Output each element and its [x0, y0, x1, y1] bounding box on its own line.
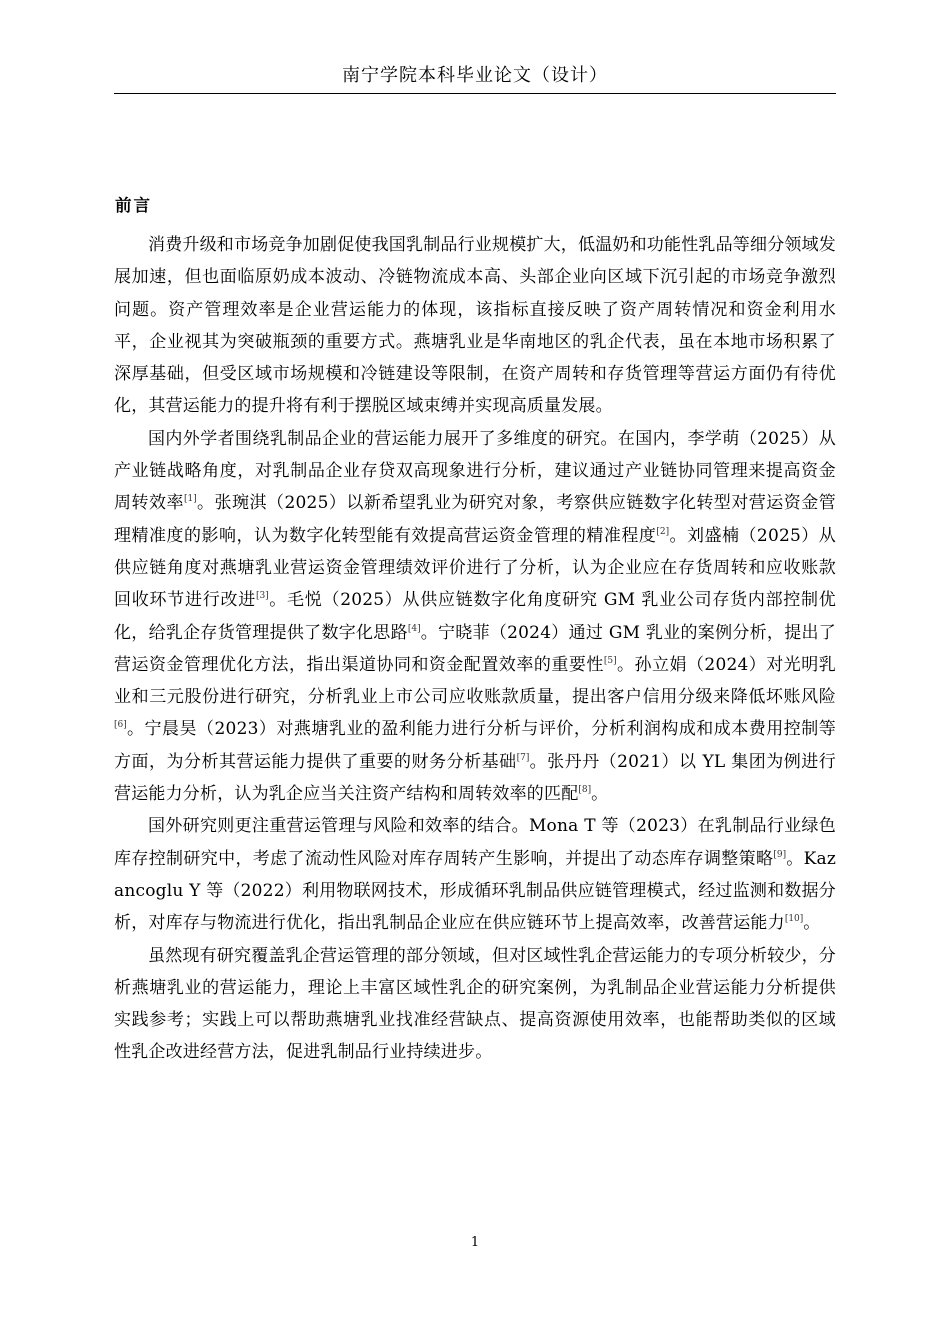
paragraph-text: 国内外学者围绕乳制品企业的营运能力展开了多维度的研究。在国内，李学萌（2025）从产业链战略角度，对乳制品企业存贷双高现象进行分析，建议通过产业链协同管理来提高资金周转效率 [114, 428, 836, 514]
section-title: 前言 [115, 196, 152, 215]
paragraph-text: 国外研究则更注重营运管理与风险和效率的结合。Mona T 等（2023）在乳制品行业绿色库存控制研究中，考虑了流动性风险对库存周转产生影响，并提出了动态库存调整策略 [114, 816, 836, 869]
citation-marker: [9] [773, 849, 787, 860]
paragraph-text: 。 [591, 784, 609, 805]
paragraph-text: 。宁晨昊（2023）对燕塘乳业的盈利能力进行分析与评价，分析利润构成和成本费用控制等方面，为分析其营运能力提供了重要的财务分析基础 [114, 719, 836, 772]
citation-marker: [10] [784, 914, 804, 925]
page-number: 1 [470, 1235, 480, 1250]
paragraph-text: 虽然现有研究覆盖乳企营运管理的部分领域，但对区域性乳企营运能力的专项分析较少，分析燕塘乳业的营运能力，理论上丰富区域性乳企的研究案例，为乳制品企业营运能力分析提供实践参考；实践上可以帮助燕塘乳业找准经营缺点、提高资源使用效率，也能帮助类似的区域性乳企改进经营方法，促进乳制品行业持续进步。 [114, 945, 836, 1063]
body-text [114, 229, 836, 1069]
document-header: 南宁学院本科毕业论文（设计） [342, 65, 608, 86]
paragraph-text: 。Kazancoglu Y 等（2022）利用物联网技术，形成循环乳制品供应链管理模式，经过监测和数据分析，对库存与物流进行优化，指出乳制品企业应在供应链环节上提高效率，改善营运能力 [114, 848, 836, 934]
paragraph-text: 。孙立娟（2024）对光明乳业和三元股份进行研究，分析乳业上市公司应收账款质量，提出客户信用分级来降低坏账风险 [114, 654, 836, 708]
citation-marker: [2] [656, 526, 670, 537]
paragraph-text: 。刘盛楠（2025）从供应链角度对燕塘乳业营运资金管理绩效评价进行了分析，认为企业应在存货周转和应收账款回收环节进行改进 [114, 525, 836, 611]
paragraph [114, 423, 836, 811]
paragraph-text: 。毛悦（2025）从供应链数字化角度研究 GM 乳业公司存货内部控制优化，给乳企存货管理提供了数字化思路 [114, 590, 836, 643]
paragraph [114, 940, 836, 1069]
paragraph [114, 810, 836, 939]
citation-marker: [4] [407, 623, 421, 634]
paragraph-text: 。张丹丹（2021）以 YL 集团为例进行营运能力分析，认为乳企应当关注资产结构和周转效率的匹配 [114, 751, 836, 805]
citation-marker: [3] [255, 591, 269, 602]
paragraph [114, 229, 836, 423]
paragraph-text: 。宁晓菲（2024）通过 GM 乳业的案例分析，提出了营运资金管理优化方法，指出渠道协同和资金配置效率的重要性 [114, 622, 836, 675]
citation-marker: [5] [603, 655, 617, 666]
citation-marker: [6] [114, 720, 127, 731]
citation-marker: [7] [516, 752, 530, 763]
citation-marker: [8] [578, 785, 592, 796]
paragraph-text: 。张琬淇（2025）以新希望乳业为研究对象，考察供应链数字化转型对营运资金管理精准度的影响，认为数字化转型能有效提高营运资金管理的精准程度 [114, 493, 836, 546]
paragraph-text: 。 [803, 913, 821, 934]
paragraph-text: 消费升级和市场竞争加剧促使我国乳制品行业规模扩大，低温奶和功能性乳品等细分领域发展加速，但也面临原奶成本波动、冷链物流成本高、头部企业向区域下沉引起的市场竞争激烈问题。资产管理效率是企业营运能力的体现，该指标直接反映了资产周转情况和资金利用水平，企业视其为突破瓶颈的重要方式。燕塘乳业是华南地区的乳企代表，虽在本地市场积累了深厚基础，但受区域市场规模和冷链建设等限制，在资产周转和存货管理等营运方面仍有待优化，其营运能力的提升将有利于摆脱区域束缚并实现高质量发展。 [114, 235, 836, 417]
header-rule [114, 93, 836, 94]
citation-marker: [1] [184, 494, 197, 505]
